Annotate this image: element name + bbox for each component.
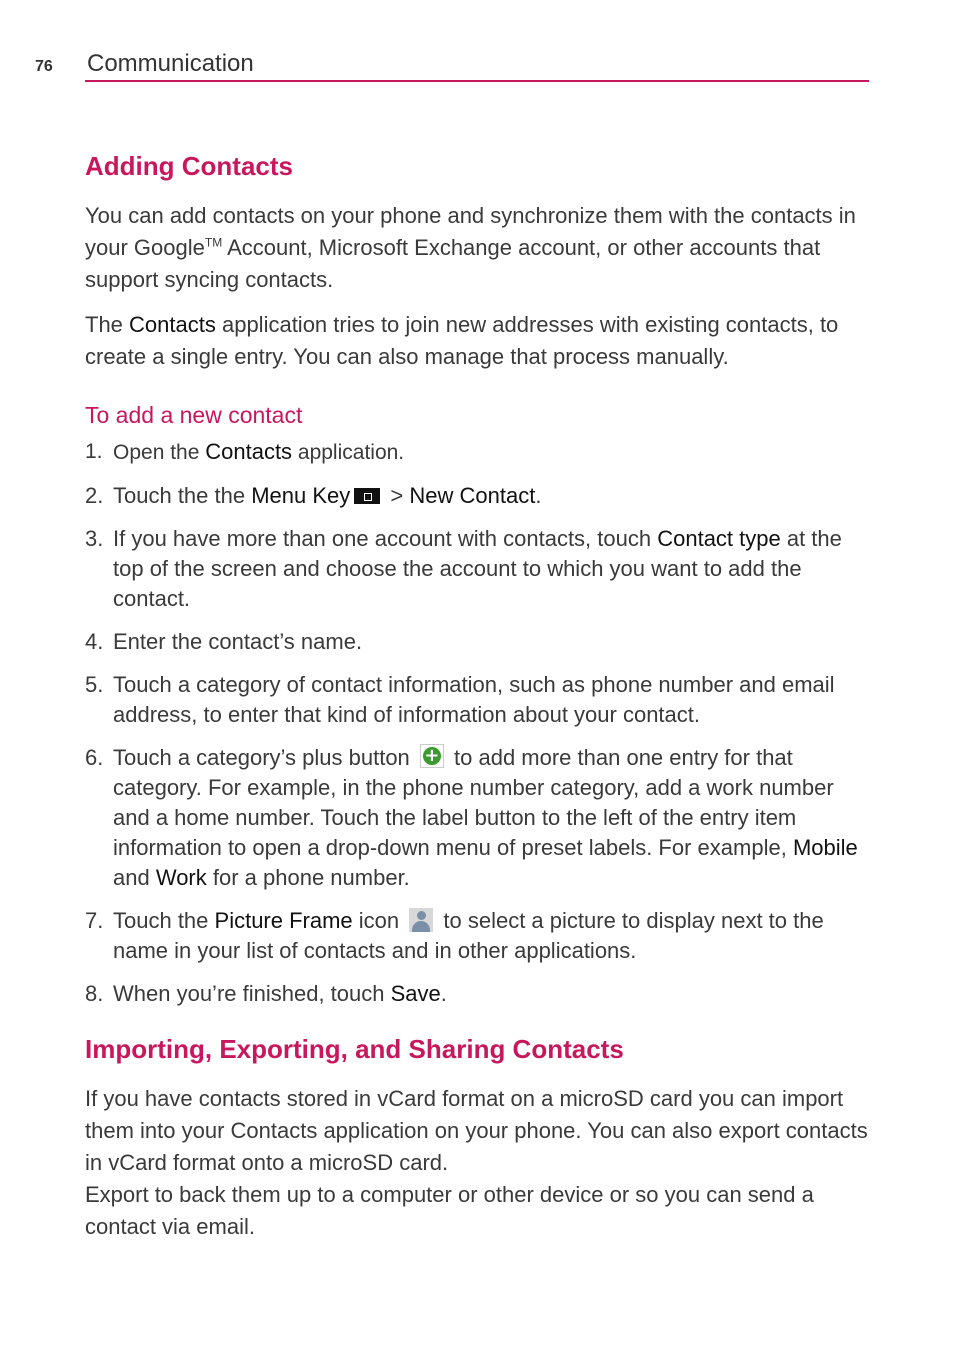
- adding-contacts-paragraph: [85, 309, 875, 373]
- step-text: .: [535, 483, 542, 508]
- page-number: 76: [35, 58, 53, 75]
- person-icon: [409, 908, 433, 932]
- step-text: to add more than one entry for that category. For example, in the phone number category, add a work number and a home number. Touch the label button to the left of the entry item information to open a drop-down menu of preset labels. For example,: [113, 745, 834, 860]
- step-term: Contact type: [657, 526, 781, 551]
- step-text: Touch a category of contact information, such as phone number and email address, to enter that kind of information about your contact.: [113, 672, 835, 727]
- step-term: Work: [155, 865, 207, 890]
- step-text: at the top of the screen and choose the account to which you want to add the contact.: [113, 526, 842, 611]
- adding-contacts-heading: Adding Contacts: [85, 151, 293, 181]
- step-text: application.: [292, 441, 405, 464]
- step-3: [85, 524, 875, 614]
- step-text: Enter the contact’s name.: [113, 629, 363, 654]
- step-number: 1.: [85, 440, 103, 463]
- step-text: .: [440, 981, 447, 1006]
- step-text: Touch the the: [113, 483, 252, 508]
- step-number: 8.: [85, 981, 104, 1006]
- plus-icon: [420, 744, 444, 768]
- step-term: Save: [390, 981, 441, 1006]
- step-text: Touch a category’s plus button: [113, 745, 416, 770]
- header-rule: [85, 80, 869, 82]
- step-5: [85, 670, 875, 730]
- step-text: Touch the: [113, 908, 215, 933]
- step-number: 6.: [85, 745, 104, 770]
- steps-list: [85, 437, 875, 1009]
- step-8: [85, 979, 875, 1009]
- step-1: [85, 437, 875, 468]
- intro-text-part2: Account, Microsoft Exchange account, or other accounts that support syncing contacts.: [85, 235, 821, 292]
- step-number: 3.: [85, 526, 104, 551]
- step-text: to select a picture to display next to the name in your list of contacts and in other applications.: [113, 908, 824, 963]
- step-text: >: [384, 483, 410, 508]
- step-term: Picture Frame: [214, 908, 353, 933]
- step-text: If you have more than one account with contacts, touch: [113, 526, 658, 551]
- step-text: icon: [352, 908, 406, 933]
- step-2: [85, 481, 875, 511]
- section-name: Communication: [87, 50, 254, 77]
- step-number: 2.: [85, 483, 104, 508]
- step-text: for a phone number.: [206, 865, 410, 890]
- intro-text-part1: You can add contacts on your phone and synchronize them with the contacts in your Google: [85, 203, 856, 260]
- p2-pre: The: [85, 312, 130, 337]
- step-7: [85, 906, 875, 966]
- step-text: and: [113, 865, 156, 890]
- step-number: 4.: [85, 629, 104, 654]
- step-term: Contacts: [205, 439, 293, 464]
- step-text: When you’re finished, touch: [113, 981, 391, 1006]
- step-4: [85, 627, 875, 657]
- importing-heading: Importing, Exporting, and Sharing Contacts: [85, 1034, 624, 1064]
- step-text: Open the: [113, 441, 206, 464]
- step-term: Menu Key: [251, 483, 351, 508]
- adding-contacts-intro: [85, 200, 875, 296]
- p2-post: application tries to join new addresses with existing contacts, to create a single entry. You can also manage that process manually.: [85, 312, 839, 369]
- importing-paragraph-2: Export to back them up to a computer or other device or so you can send a contact via email.: [85, 1182, 814, 1239]
- step-term: Mobile: [792, 835, 858, 860]
- contacts-term: Contacts: [129, 312, 216, 337]
- step-6: [85, 743, 875, 893]
- importing-paragraph-1: If you have contacts stored in vCard format on a microSD card you can import them into your Contacts application on your phone. You can also export contacts in vCard format onto a microSD card.: [85, 1086, 868, 1175]
- page-content: [85, 148, 875, 1243]
- step-number: 5.: [85, 672, 104, 697]
- menu-key-icon: [354, 488, 380, 504]
- add-new-contact-subheading: To add a new contact: [85, 402, 303, 428]
- step-term: New Contact: [409, 483, 536, 508]
- trademark-mark: TM: [204, 235, 223, 250]
- step-number: 7.: [85, 908, 104, 933]
